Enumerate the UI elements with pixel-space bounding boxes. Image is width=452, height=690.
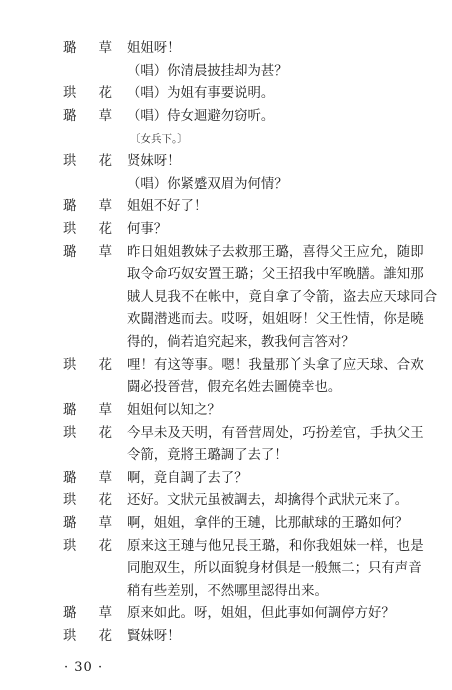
dialogue-line: 欢闘潜逃而去。哎呀，姐姐呀！父王性情，你是曉 (127, 312, 424, 328)
speaker-label: 珙 花 (63, 425, 122, 441)
speaker-label: 璐 草 (63, 108, 122, 124)
speaker-label: 璐 草 (63, 244, 122, 260)
speaker-label: 珙 花 (63, 154, 122, 170)
dialogue-line: 原来如此。呀，姐姐，但此事如何調停方好？ (127, 606, 395, 622)
dialogue-line: 还好。文狀元虽被調去，却擒得个武狀元来了。 (127, 493, 409, 509)
dialogue-line: 同胞双生，所以面貌身材俱是一般無二；只有声音 (127, 561, 422, 577)
speaker-label: 珙 花 (63, 86, 122, 102)
dialogue-line: 闘必投晉营，假充名姓去圖僥幸也。 (127, 380, 342, 396)
dialogue-line: 令箭，竟將王璐調了去了！ (127, 448, 288, 464)
dialogue-line: 賢妹呀！ (127, 629, 181, 644)
dialogue-line: （唱）为姐有事要说明。 (127, 86, 275, 102)
dialogue-line: （唱）你紧蹙双眉为何情？ (127, 176, 288, 192)
dialogue-line: 得的，倘若追究起来，教我何言答对？ (127, 335, 355, 350)
speaker-label: 珙 花 (63, 493, 122, 509)
dialogue-line: 哩！有这等事。嗯！我量那丫头拿了应天球、合欢 (127, 357, 424, 373)
dialogue-line: （唱）你清晨披挂却为甚？ (127, 63, 288, 79)
speaker-label: 璐 草 (63, 41, 122, 56)
dialogue-line: 稍有些差别，不然哪里認得出来。 (127, 583, 328, 599)
dialogue-line: 取令命巧奴安置王璐；父王招我中军晚膳。誰知那 (127, 267, 424, 283)
dialogue-line: 啊，竟自調了去了？ (127, 470, 248, 486)
speaker-label: 珙 花 (63, 629, 122, 644)
dialogue-line: 啊，姐姐，拿伴的王璉，比那献球的王璐如何？ (127, 515, 409, 531)
speaker-label: 珙 花 (63, 221, 122, 237)
speaker-label: 珙 花 (63, 538, 122, 554)
dialogue-line: 姐姐不好了！ (127, 199, 208, 215)
dialogue-line: 何事？ (127, 221, 168, 237)
speaker-label: 璐 草 (63, 199, 122, 215)
speaker-label: 璐 草 (63, 606, 122, 622)
dialogue-line: 昨日姐姐教妹子去救那王璐，喜得父王应允，随即 (127, 244, 424, 260)
speaker-label: 璐 草 (63, 515, 122, 531)
speaker-label: 珙 花 (63, 357, 122, 373)
dialogue-line: 原来这王璉与他兄長王璐，和你我姐妹一样，也是 (127, 538, 424, 554)
dialogue-line: （唱）侍女迴避勿窃听。 (127, 108, 275, 124)
dialogue-line: 今早未及天明，有晉营周处，巧扮差官，手执父王 (127, 425, 424, 441)
stage-direction: 〔女兵下。〕 (130, 132, 188, 145)
speaker-label: 璐 草 (63, 470, 122, 486)
speaker-label: 璐 草 (63, 402, 122, 418)
dialogue-line: 姐姐何以知之？ (127, 402, 221, 418)
dialogue-line: 賊人見我不在帐中，竟自拿了令箭，盗去应天球同合 (127, 289, 438, 305)
page-number: · 30 · (64, 660, 104, 675)
dialogue-line: 贤妹呀！ (127, 154, 181, 170)
dialogue-line: 姐姐呀！ (127, 41, 181, 56)
